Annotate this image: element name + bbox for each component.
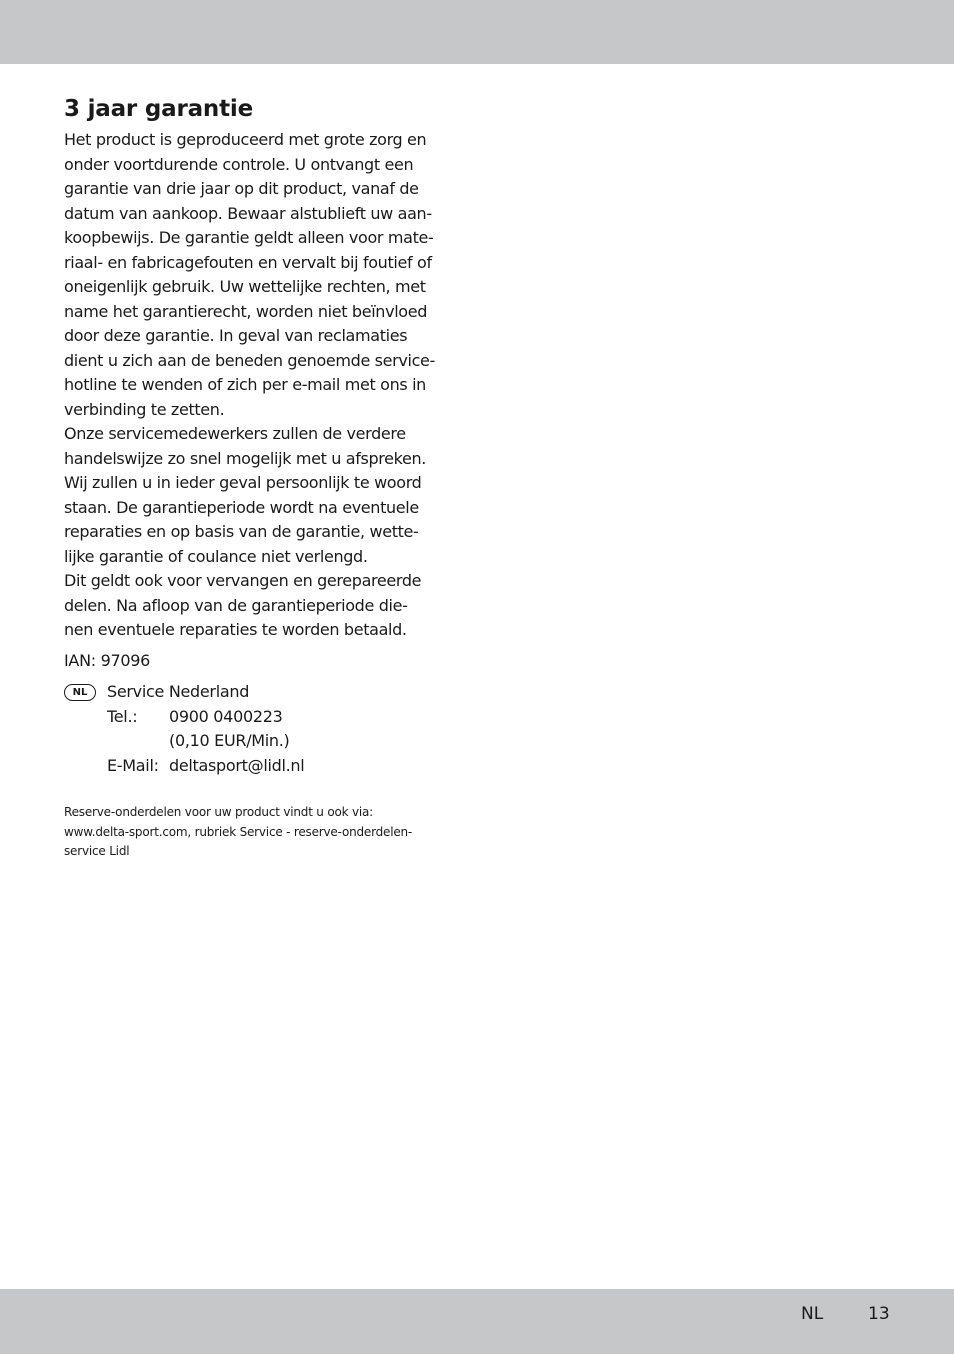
text-line: onder voortdurende controle. U ontvangt een (64, 154, 414, 174)
text-line: handelswijze zo snel mogelijk met u afspreken. (64, 448, 427, 468)
tel-number: 0900 0400223 (169, 706, 283, 726)
text-line: www.delta-sport.com, rubriek Service - reserve-onderdelen- (64, 824, 413, 839)
text-line: Reserve-onderdelen voor uw product vindt u ook via: (64, 805, 374, 819)
text-line: garantie van drie jaar op dit product, vanaf de (64, 179, 419, 198)
rate-spacer (107, 729, 169, 754)
text-line: Wij zullen u in ieder geval persoonlijk te woord (64, 473, 422, 492)
warranty-section (64, 90, 464, 862)
service-contact (64, 680, 464, 778)
service-email-row (107, 754, 464, 779)
text-line: oneigenlijk gebruik. Uw wettelijke rechten, met (64, 277, 426, 296)
text-line: riaal- en fabricagefouten en vervalt bij foutief of (64, 252, 432, 272)
text-line: lijke garantie of coulance niet verlengd. (64, 546, 368, 566)
service-details (107, 680, 464, 778)
email-address: deltasport@lidl.nl (169, 755, 305, 775)
paragraph-1 (64, 128, 464, 422)
text-line: hotline te wenden of zich per e-mail met ons in (64, 375, 426, 394)
text-line: Onze servicemedewerkers zullen de verdere (64, 424, 406, 443)
tel-rate: (0,10 EUR/Min.) (169, 731, 290, 750)
footer-language: NL (801, 1304, 824, 1324)
text-line: name het garantierecht, worden niet beïnvloed (64, 301, 428, 321)
service-name-row (107, 680, 464, 705)
text-line: service Lidl (64, 844, 130, 858)
text-line: verbinding te zetten. (64, 399, 225, 419)
text-line: reparaties en op basis van de garantie, wette- (64, 522, 419, 541)
service-name: Service Nederland (107, 682, 250, 701)
text-line: nen eventuele reparaties te worden betaald. (64, 620, 407, 639)
text-line: door deze garantie. In geval van reclamaties (64, 326, 408, 345)
email-label: E-Mail: (107, 755, 159, 775)
paragraph-3 (64, 569, 464, 643)
ian-number: IAN: 97096 (64, 650, 151, 670)
text-line: datum van aankoop. Bewaar alstublieft uw aan- (64, 203, 432, 223)
service-rate-row (107, 729, 464, 754)
nl-country-badge-icon: NL (64, 684, 96, 701)
text-line: dient u zich aan de beneden genoemde service- (64, 350, 435, 370)
text-line: delen. Na afloop van de garantieperiode die- (64, 595, 408, 615)
spare-parts-note (64, 803, 464, 862)
text-line: koopbewijs. De garantie geldt alleen voor mate- (64, 228, 434, 247)
text-line: Het product is geproduceerd met grote zorg en (64, 130, 427, 149)
service-tel-row (107, 705, 464, 730)
page-number: 13 (868, 1304, 890, 1324)
page-title: 3 jaar garantie (64, 96, 253, 122)
tel-label: Tel.: (107, 706, 138, 726)
text-line: staan. De garantieperiode wordt na eventuele (64, 497, 419, 517)
text-line: Dit geldt ook voor vervangen en gerepareerde (64, 571, 422, 590)
header-band (0, 0, 954, 64)
paragraph-2 (64, 422, 464, 569)
